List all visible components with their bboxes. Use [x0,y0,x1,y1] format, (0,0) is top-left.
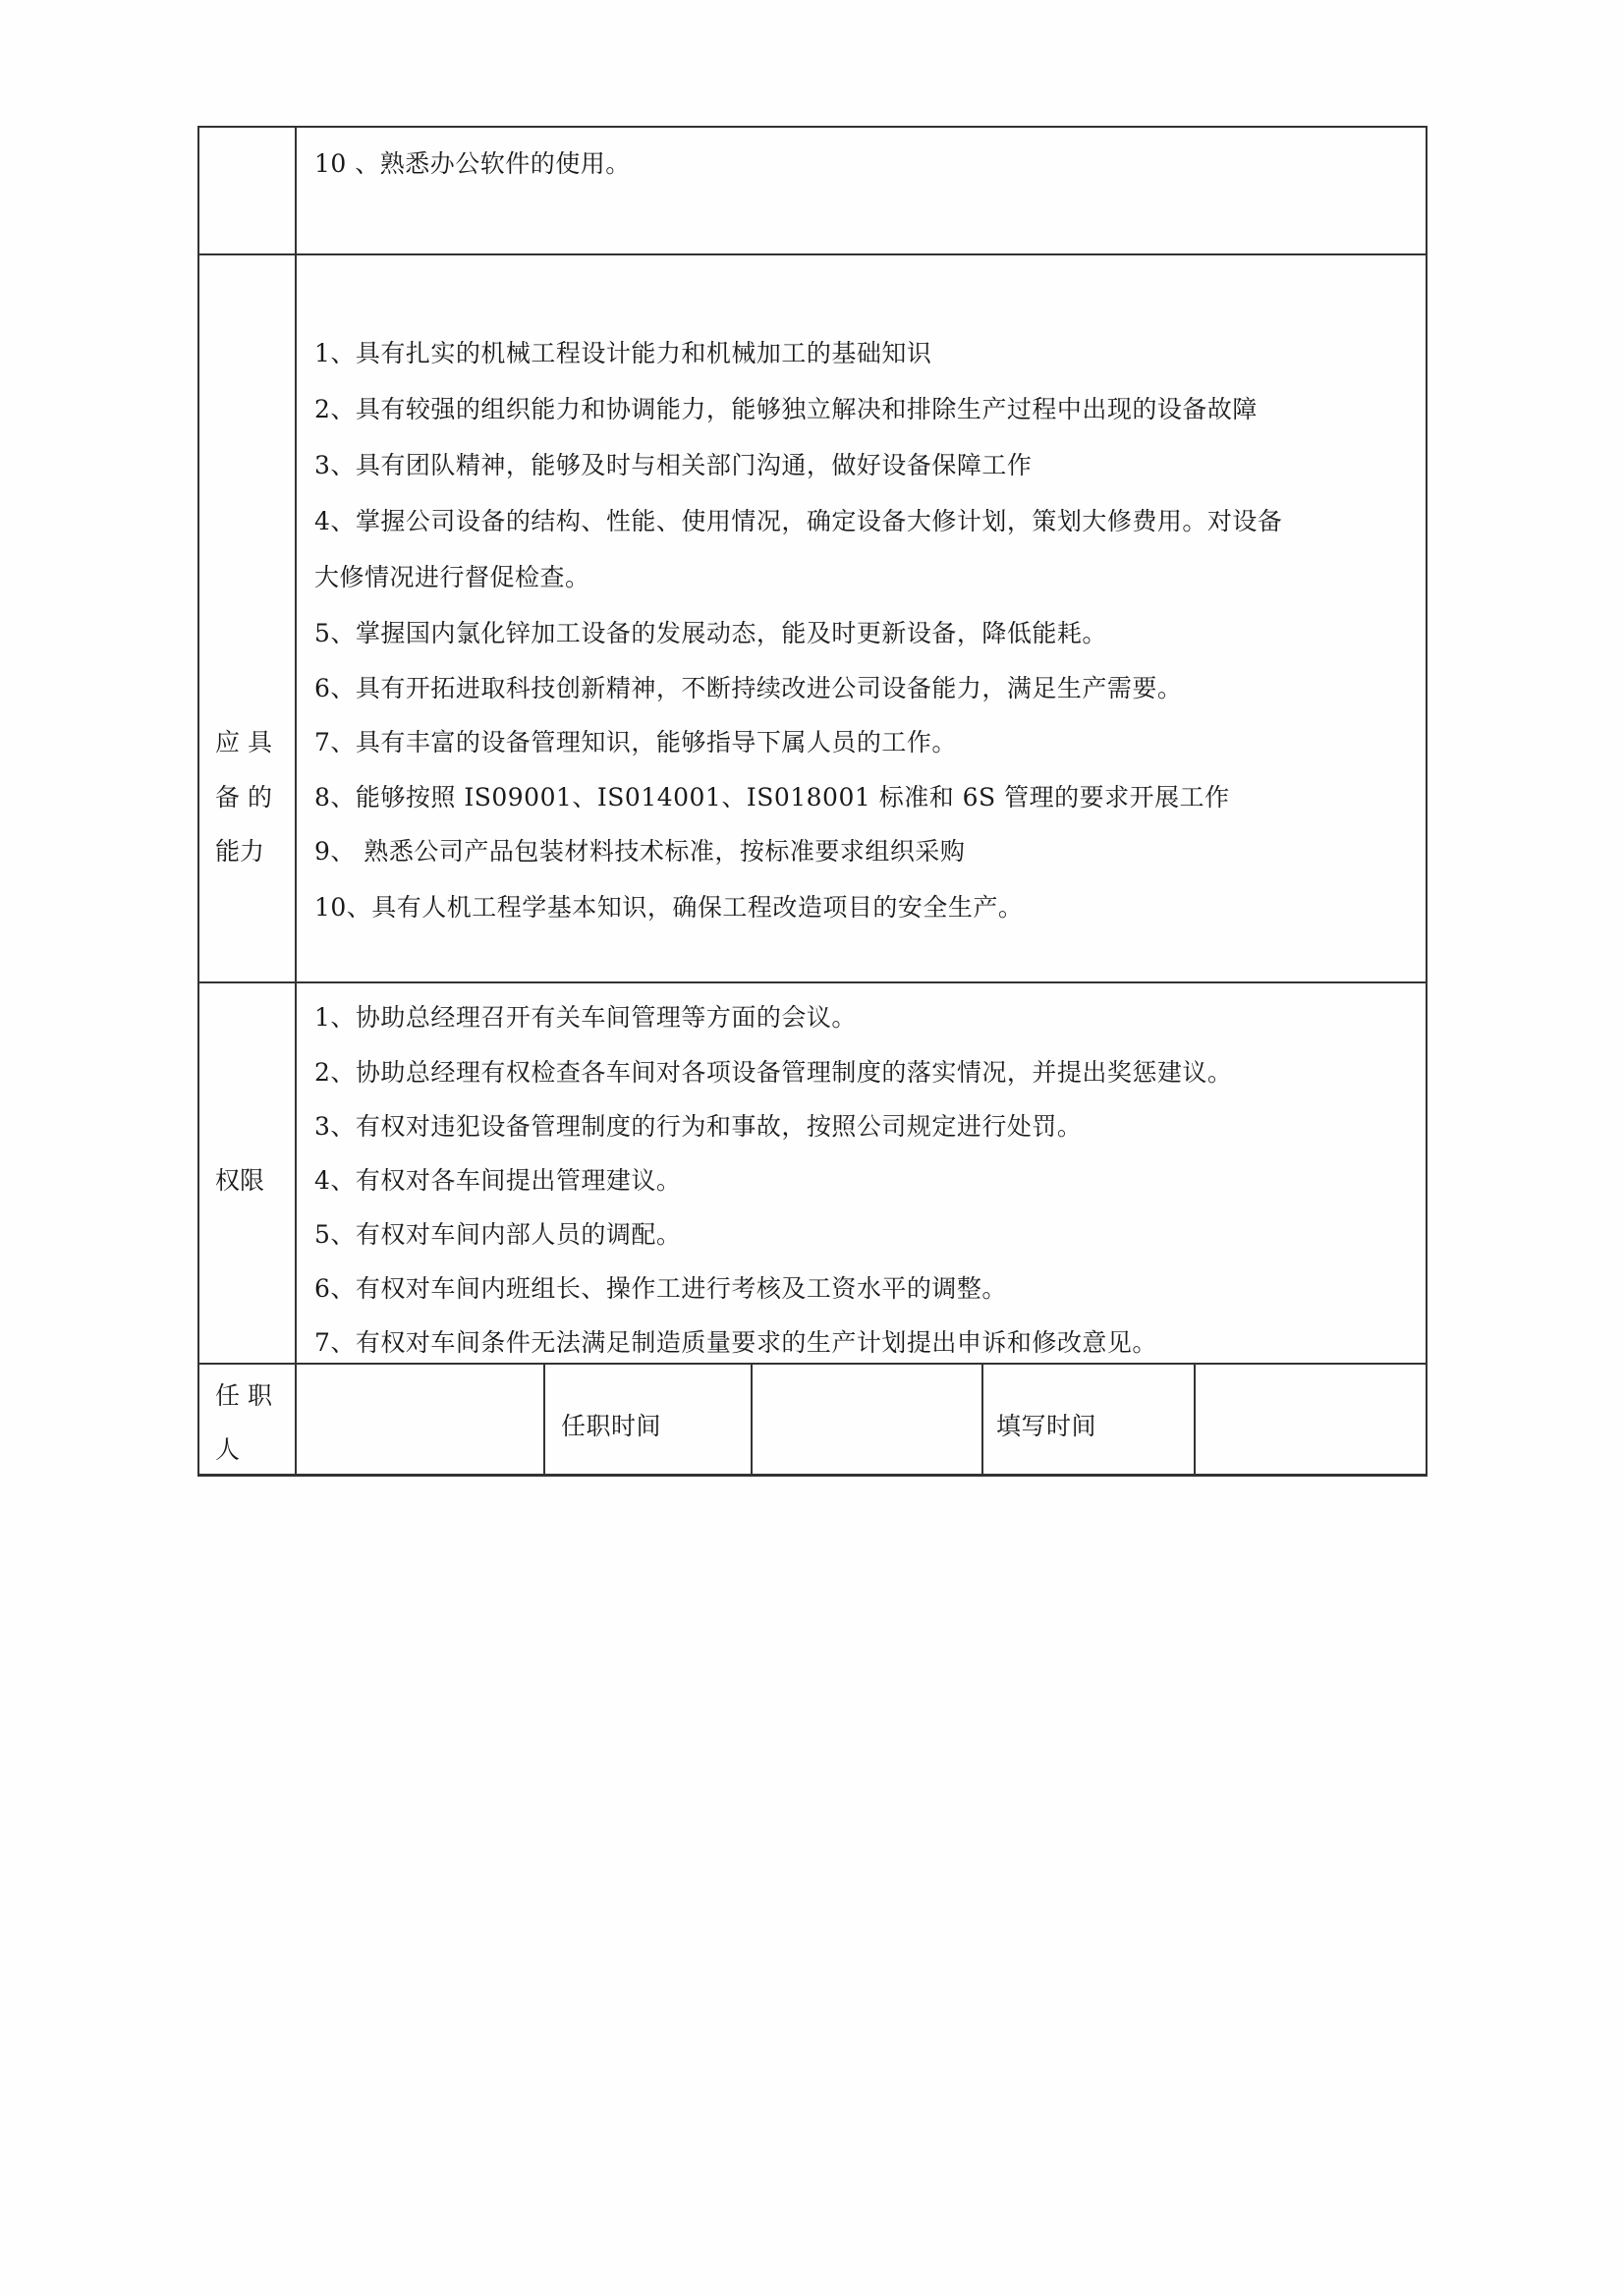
ability-line: 9、 熟悉公司产品包装材料技术标准，按标准要求组织采购 [314,837,966,866]
authority-line: 7、有权对车间条件无法满足制造质量要求的生产计划提出申诉和修改意见。 [314,1328,1157,1357]
appointment-time-label: 任职时间 [561,1412,662,1440]
table-border-left [197,126,199,1477]
label-column-divider [295,126,297,1477]
abilities-label-line: 备 的 [215,783,272,812]
ability-line: 5、掌握国内氯化锌加工设备的发展动态，能及时更新设备，降低能耗。 [314,619,1107,647]
ability-line: 8、能够按照 IS09001、IS014001、IS018001 标准和 6S 管理的要求开展工作 [314,783,1230,812]
abilities-label-line: 能力 [215,837,265,866]
abilities-label-line: 应 具 [215,728,272,756]
ability-line: 7、具有丰富的设备管理知识，能够指导下属人员的工作。 [314,728,957,756]
authority-line: 2、协助总经理有权检查各车间对各项设备管理制度的落实情况，并提出奖惩建议。 [314,1058,1233,1087]
fill-time-label: 填写时间 [996,1412,1097,1440]
table-border-right [1426,126,1428,1477]
incumbent-label-line: 人 [215,1435,241,1464]
row-divider [197,1363,1428,1365]
footer-column-divider [751,1363,753,1476]
table-border-bottom [197,1474,1428,1477]
authority-line: 5、有权对车间内部人员的调配。 [314,1220,682,1249]
authority-line: 4、有权对各车间提出管理建议。 [314,1166,682,1195]
footer-column-divider [981,1363,983,1476]
fill-time-field[interactable] [1197,1366,1425,1474]
ability-line: 3、具有团队精神，能够及时与相关部门沟通，做好设备保障工作 [314,451,1033,479]
ability-line: 大修情况进行督促检查。 [314,563,590,591]
ability-line: 6、具有开拓进取科技创新精神，不断持续改进公司设备能力，满足生产需要。 [314,674,1183,702]
ability-line: 1、具有扎实的机械工程设计能力和机械加工的基础知识 [314,339,932,367]
ability-line: 2、具有较强的组织能力和协调能力，能够独立解决和排除生产过程中出现的设备故障 [314,395,1258,423]
requirement-line: 10 、熟悉办公软件的使用。 [314,149,631,178]
authority-label: 权限 [215,1166,265,1195]
incumbent-name-field[interactable] [298,1366,542,1474]
appointment-time-field[interactable] [754,1366,980,1474]
footer-column-divider [1194,1363,1196,1476]
row-divider [197,253,1428,255]
footer-column-divider [543,1363,545,1476]
ability-line: 10、具有人机工程学基本知识，确保工程改造项目的安全生产。 [314,893,1024,922]
authority-line: 1、协助总经理召开有关车间管理等方面的会议。 [314,1003,857,1032]
row-divider [197,981,1428,983]
incumbent-label-line: 任 职 [215,1381,272,1410]
authority-line: 3、有权对违犯设备管理制度的行为和事故，按照公司规定进行处罚。 [314,1112,1083,1141]
authority-line: 6、有权对车间内班组长、操作工进行考核及工资水平的调整。 [314,1274,1007,1303]
ability-line: 4、掌握公司设备的结构、性能、使用情况，确定设备大修计划，策划大修费用。对设备 [314,507,1283,535]
table-border-top [197,126,1428,128]
